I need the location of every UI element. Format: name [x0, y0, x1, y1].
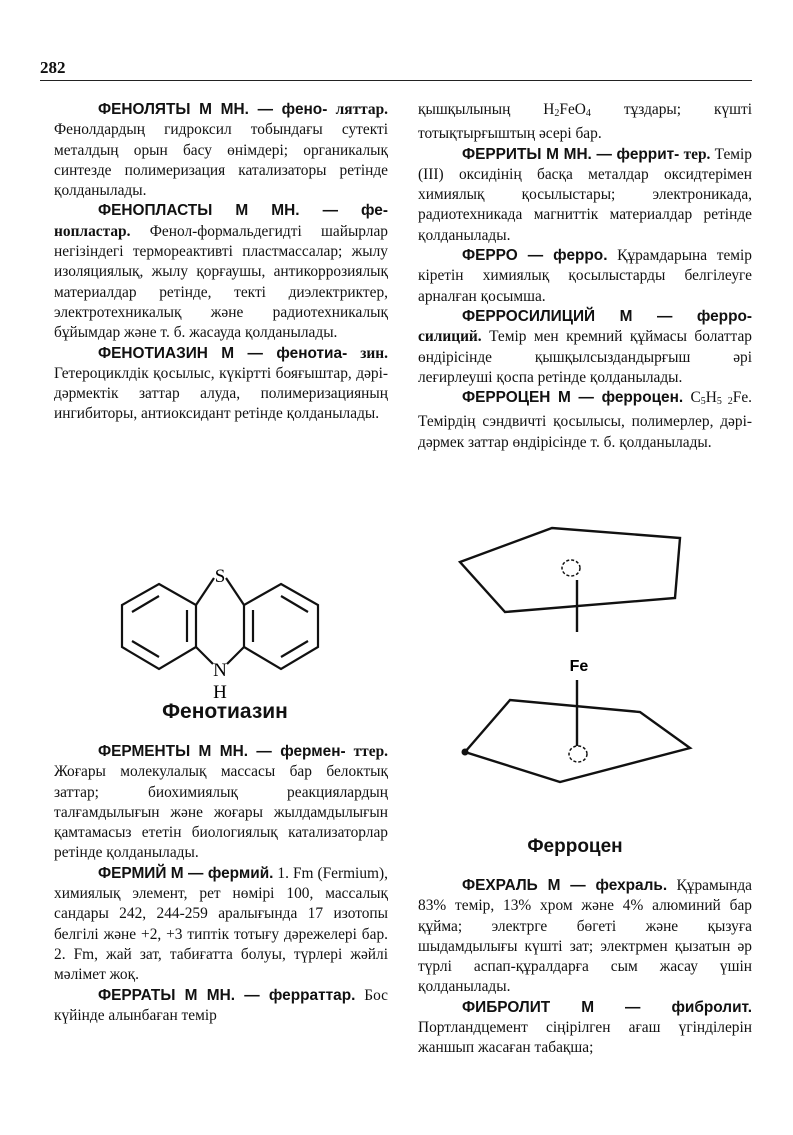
formula-part: H: [705, 389, 717, 407]
entry-term: силиций.: [418, 328, 482, 346]
entry-headword: ФЕНОТИАЗИН М — фенотиа-: [98, 344, 348, 362]
formula-h2feo4: [543, 101, 591, 118]
entry-body: Жоғары молекулалық массасы бар белоктық заттар; биохимиялық реакциялардың талғамдылығын және жоғары жылдамдылығын қамтамасыз ететін биологиялық катализаторлар ретінде қолданылады.: [54, 763, 388, 862]
entry-body: Фенолдардың гидроксил тобындағы сутекті металдың орын басу өнімдері; органикалық синтезде полимеризация катализаторы ретінде қолданылады.: [54, 121, 388, 200]
entry-term: ттер.: [353, 743, 388, 760]
entry-enzymes: [54, 742, 388, 864]
entry-body: Бос күйінде алынбаған темір: [54, 986, 388, 1024]
formula-subscript: 5 2: [716, 396, 733, 408]
formula-subscript: 4: [585, 108, 591, 119]
entry-headword: ФЕРРОЦЕН М — ферроцен.: [462, 389, 684, 407]
entry-term: зин.: [360, 344, 388, 362]
entry-headword: ФЕХРАЛЬ М — фехраль.: [462, 877, 668, 894]
entry-body: Құрамдарына темір кіретін химиялық қосылыстарды белгілеуге арналған қосымша.: [418, 247, 753, 305]
entry-body: Темір (III) оксидінің басқа металдар оксидтерімен химиялық қосылыстары; электроникада, радиотехникада магниттік материалдар ретінде қолданылады.: [418, 145, 752, 244]
nitrogen-label: N: [213, 660, 227, 681]
entry-continuation: [418, 100, 752, 145]
entry-fechral: [418, 876, 752, 998]
entry-body: 1. Fm (Fermium), химиялық элемент, рет нөмірі 100, массалық сандары 242, 244-259 аралығында 17 изотопы белгілі және +2, +3 типтік тотығу дәрежелері бар. 2. Fm, жай зат, табиғатта болуы, түрлері жәйлі мәлімет жоқ.: [54, 864, 388, 984]
entry-headword: ФЕНОЛЯТЫ М МН. — фено-: [98, 101, 328, 118]
entry-body: Портландцемент сіңірілген ағаш үгінділерін жаншып жасаған табақша;: [418, 1019, 752, 1057]
entry-phenothiazine: [54, 344, 388, 425]
entry-ferrates: [54, 986, 388, 1027]
formula-c5h5-2fe: [690, 389, 752, 406]
entry-fermium: [54, 864, 388, 986]
top-cyclopentadienyl-ring: [460, 528, 680, 612]
entry-headword: ФЕРРОСИЛИЦИЙ М — ферро-: [462, 307, 752, 325]
iron-label: Fe: [569, 658, 589, 675]
ferrocene-structure: [440, 520, 710, 790]
entry-headword: ФЕРРАТЫ М МН. — ферраттар.: [98, 986, 356, 1004]
entry-headword: ФЕРМЕНТЫ М МН. — фермен-: [98, 743, 346, 760]
continuation-text: тұздары; күшті тотықтырғыштың әсері бар.: [418, 101, 752, 143]
entry-body: Құрамында 83% темір, 13% хром және 4% алюминий бар құйма; электрге бөгеті және қызуға шыдамдылығы күшті зат; электрмен қызатын әр түрлі аспап-құралдарға сым жасау үшін қолданылады.: [418, 877, 752, 996]
entry-ferrites: [418, 145, 752, 246]
entry-ferrocene: [418, 388, 752, 453]
entry-ferrosilicon: [418, 307, 752, 388]
left-column-top: [54, 100, 388, 425]
entry-headword: ФИБРОЛИТ М — фибролит.: [462, 998, 752, 1016]
ring-vertex-dot: [462, 749, 469, 756]
right-column-top: [418, 100, 752, 453]
entry-headword: ФЕНОПЛАСТЫ М МН. — фе-: [98, 202, 388, 220]
entry-fibrolite: [418, 998, 752, 1059]
right-column-bottom: [418, 876, 752, 1059]
phenothiazine-caption: Фенотиазин: [162, 700, 288, 723]
formula-subscript: 5: [700, 396, 706, 408]
entry-body: Фенол-формальдегидті шайырлар негізіндегі термореактивті пластмассалар; жылу изоляциялық, жылу қорғаушы, антикоррозиялық материалдар ретінде, текті диэлектриктер, электротехникалық және радиотехникалық бұйымдар және т. б. жасауда қолданылады.: [54, 222, 388, 342]
entry-headword: ФЕРРО — ферро.: [462, 247, 608, 265]
formula-part: H: [543, 101, 555, 118]
formula-part: Fe.: [732, 389, 753, 407]
hydrogen-label: H: [213, 682, 227, 703]
entry-phenolates: [54, 100, 388, 201]
ring-centroid-bottom: [569, 746, 587, 762]
entry-term: нопластар.: [54, 222, 131, 240]
entry-headword: ФЕРМИЙ М — фермий.: [98, 864, 274, 882]
entry-headword: ФЕРРИТЫ М МН. — феррит-: [462, 145, 680, 163]
page-number: 282: [40, 58, 66, 77]
phenothiazine-bonds: [122, 578, 318, 669]
left-column-bottom: [54, 742, 388, 1026]
formula-part: FeO: [559, 101, 586, 118]
entry-body: Гетероциклдік қосылыс, күкіртті бояғыштар, дәрі-дәрмектік заттар алуда, полимеризацияның ингибиторы, антиоксидант ретінде қолданылады.: [54, 364, 388, 423]
continuation-text: қышқылының: [418, 101, 511, 118]
entry-body: Темір мен кремний құймасы болаттар өндірісінде қышқылсыздандырғыш әрі леғирлеуші қоспа ретінде қолданылады.: [418, 328, 752, 386]
entry-term: ляттар.: [335, 101, 388, 118]
formula-subscript: 2: [554, 108, 560, 119]
entry-body: Темірдің сэндвичті қосылысы, полимерлер, дәрі-дәрмек заттар өндірісінде т. б. қолданылады.: [418, 413, 752, 451]
sulfur-label: S: [214, 566, 226, 587]
entry-phenoplasts: [54, 201, 388, 343]
header-rule: [40, 80, 752, 81]
ferrocene-caption: Ферроцен: [527, 836, 623, 857]
entry-term: тер.: [683, 145, 711, 163]
ring-centroid-top: [562, 560, 580, 576]
entry-ferro: [418, 246, 752, 307]
formula-part: C: [690, 389, 701, 407]
ferrocene-bonds: [460, 528, 690, 782]
